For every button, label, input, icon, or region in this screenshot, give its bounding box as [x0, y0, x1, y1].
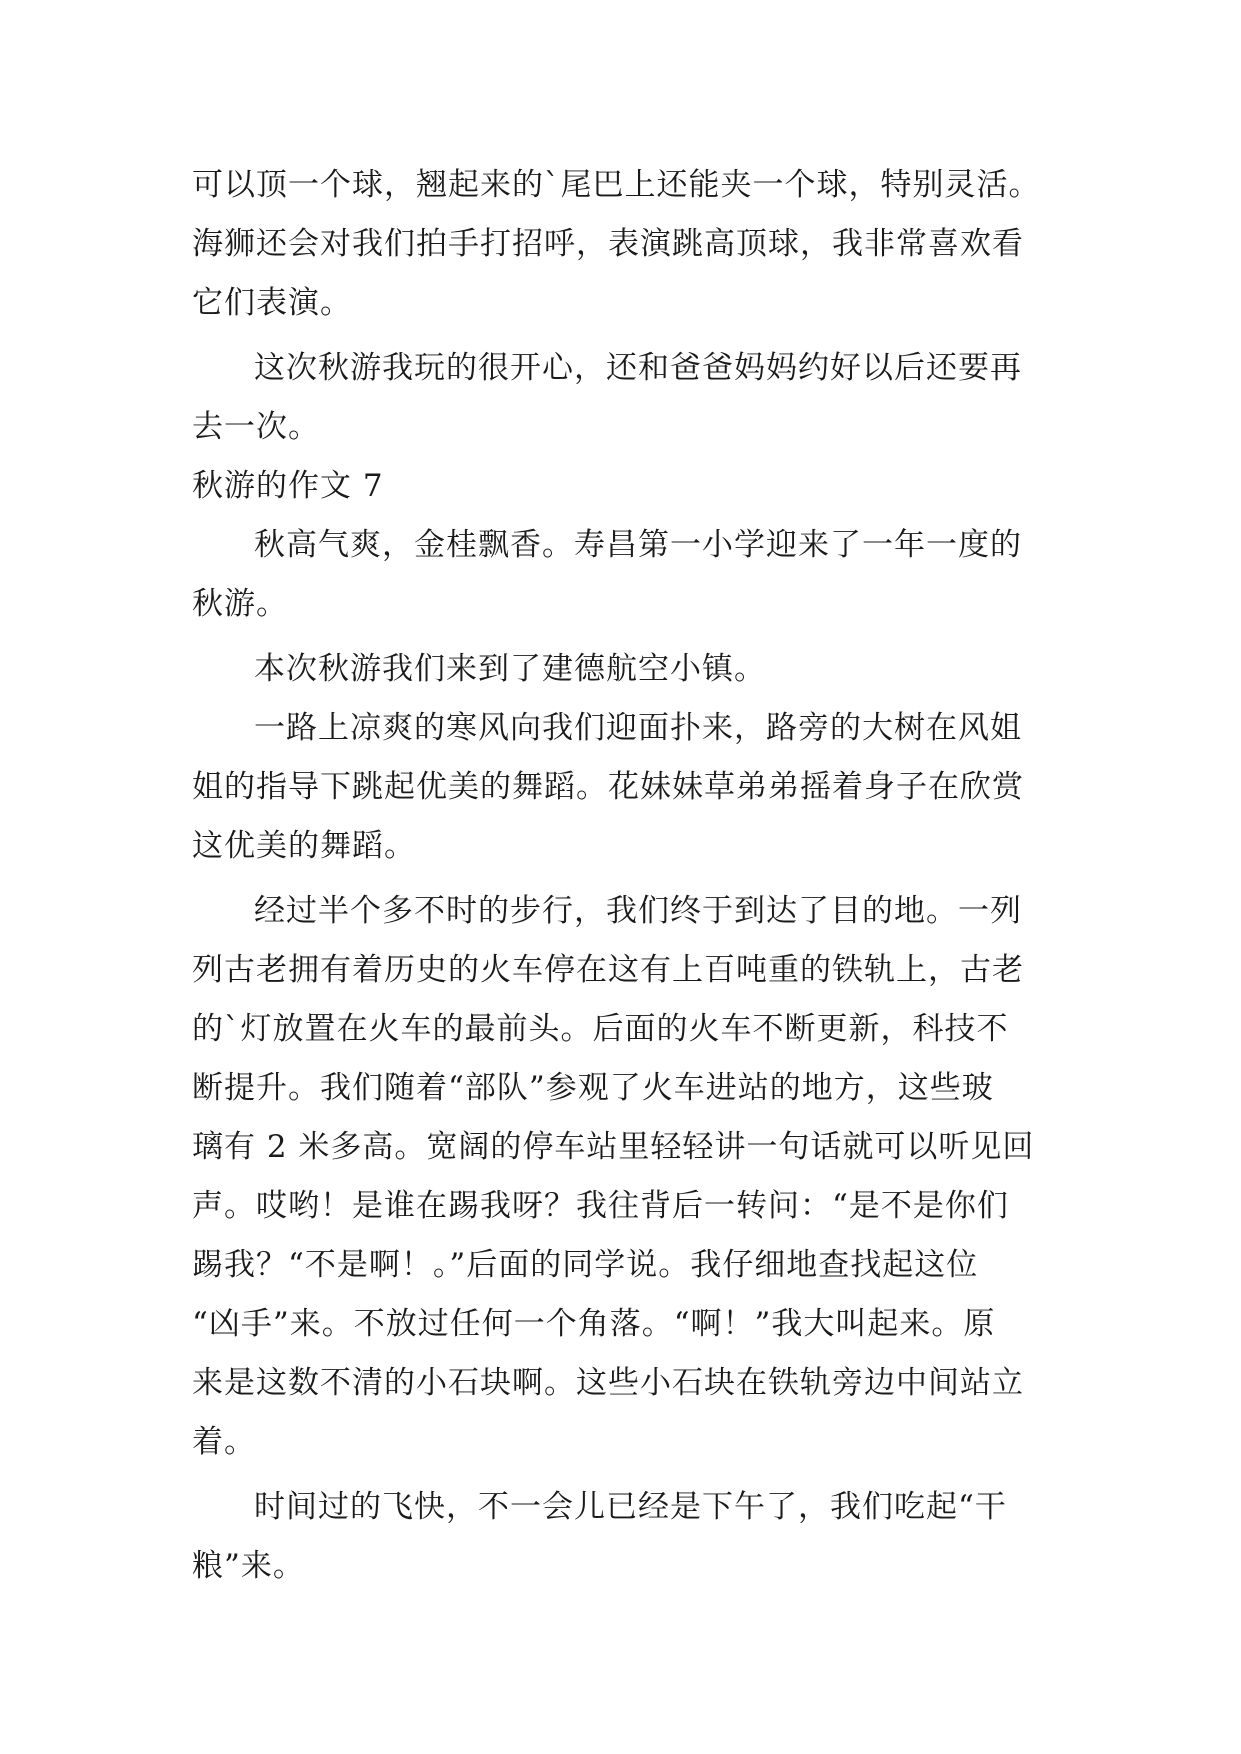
- section-heading: 秋游的作文 7: [192, 468, 384, 504]
- text-line: 可以顶一个球，翘起来的`尾巴上还能夹一个球，特别灵活。: [192, 167, 1041, 203]
- text-line: 本次秋游我们来到了建德航空小镇。: [254, 651, 766, 687]
- text-line: 璃有 2 米多高。宽阔的停车站里轻轻讲一句话就可以听见回: [192, 1129, 1035, 1165]
- paragraph: [192, 640, 1052, 699]
- paragraph: [192, 1478, 1052, 1596]
- text-line: 踢我？“不是啊！。”后面的同学说。我仔细地查找起这位: [192, 1247, 979, 1283]
- text-line: 这次秋游我玩的很开心，还和爸爸妈妈约好以后还要再: [254, 350, 1022, 386]
- text-line: 一路上凉爽的寒风向我们迎面扑来，路旁的大树在风姐: [254, 710, 1022, 746]
- text-line: 姐的指导下跳起优美的舞蹈。花妹妹草弟弟摇着身子在欣赏: [192, 769, 1024, 805]
- text-line: “凶手”来。不放过任何一个角落。“啊！”我大叫起来。原: [192, 1306, 996, 1342]
- text-line: 海狮还会对我们拍手打招呼，表演跳高顶球，我非常喜欢看: [192, 226, 1024, 262]
- text-line: 声。哎哟！是谁在踢我呀？我往背后一转问：“是不是你们: [192, 1188, 1009, 1224]
- text-line: 来是这数不清的小石块啊。这些小石块在铁轨旁边中间站立: [192, 1365, 1024, 1401]
- paragraph: [192, 156, 1052, 333]
- text-line: 列古老拥有着历史的火车停在这有上百吨重的铁轨上，古老: [192, 952, 1024, 988]
- text-line: 秋高气爽，金桂飘香。寿昌第一小学迎来了一年一度的: [254, 527, 1022, 563]
- text-line: 断提升。我们随着“部队”参观了火车进站的地方，这些玻: [192, 1070, 994, 1106]
- text-line: 秋游。: [192, 586, 288, 622]
- paragraph: [192, 882, 1052, 1472]
- document-page: [192, 156, 1052, 1596]
- text-line: 的`灯放置在火车的最前头。后面的火车不断更新，科技不: [192, 1011, 1009, 1047]
- text-line: 着。: [192, 1424, 256, 1460]
- section-heading-block: [192, 457, 1052, 516]
- paragraph: [192, 699, 1052, 876]
- paragraph: [192, 339, 1052, 457]
- text-line: 去一次。: [192, 409, 320, 445]
- text-line: 它们表演。: [192, 285, 352, 321]
- text-line: 经过半个多不时的步行，我们终于到达了目的地。一列: [254, 893, 1022, 929]
- text-line: 这优美的舞蹈。: [192, 828, 416, 864]
- paragraph: [192, 516, 1052, 634]
- text-line: 时间过的飞快，不一会儿已经是下午了，我们吃起“干: [254, 1489, 1007, 1525]
- text-line: 粮”来。: [192, 1548, 305, 1584]
